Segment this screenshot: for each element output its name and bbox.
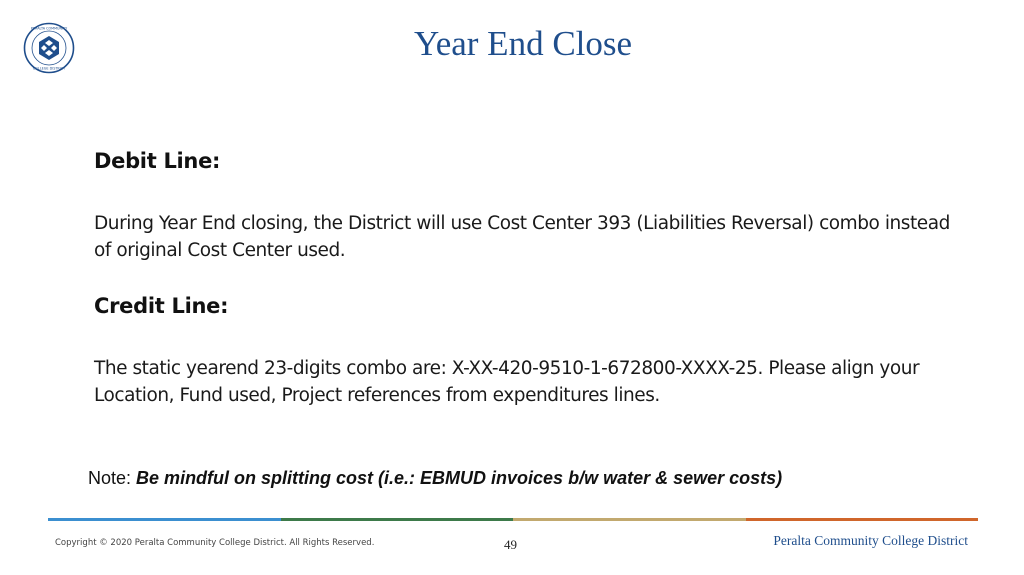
note-text: Be mindful on splitting cost (i.e.: EBMUD invoices b/w water & sewer costs): [136, 468, 783, 488]
page-number: 49: [504, 537, 517, 552]
note: [88, 468, 782, 489]
footer-bar-segment: [48, 518, 281, 521]
note-label: Note:: [88, 468, 132, 488]
copyright-notice: Copyright © 2020 Peralta Community College District. All Rights Reserved.: [55, 538, 375, 548]
footer-bar-segment: [746, 518, 979, 521]
debit-line-text: During Year End closing, the District will use Cost Center 393 (Liabilities Reversal) combo instead of original Cost Center used.: [94, 213, 950, 261]
page-title: Year End Close: [413, 24, 633, 63]
svg-text:COLLEGE DISTRICT: COLLEGE DISTRICT: [32, 66, 66, 71]
debit-line-heading: Debit Line:: [94, 149, 221, 173]
footer-bar-segment: [513, 518, 746, 521]
credit-line-text: The static yearend 23-digits combo are: X-XX-420-9510-1-672800-XXXX-25. Please align your Location, Fund used, Project references from expenditures lines.: [94, 358, 920, 406]
footer-bar-segment: [281, 518, 514, 521]
credit-line-heading: Credit Line:: [94, 294, 229, 318]
footer-color-bar: [48, 518, 978, 521]
district-name: Peralta Community College District: [773, 533, 968, 548]
svg-text:PERALTA COMMUNITY: PERALTA COMMUNITY: [30, 26, 68, 31]
